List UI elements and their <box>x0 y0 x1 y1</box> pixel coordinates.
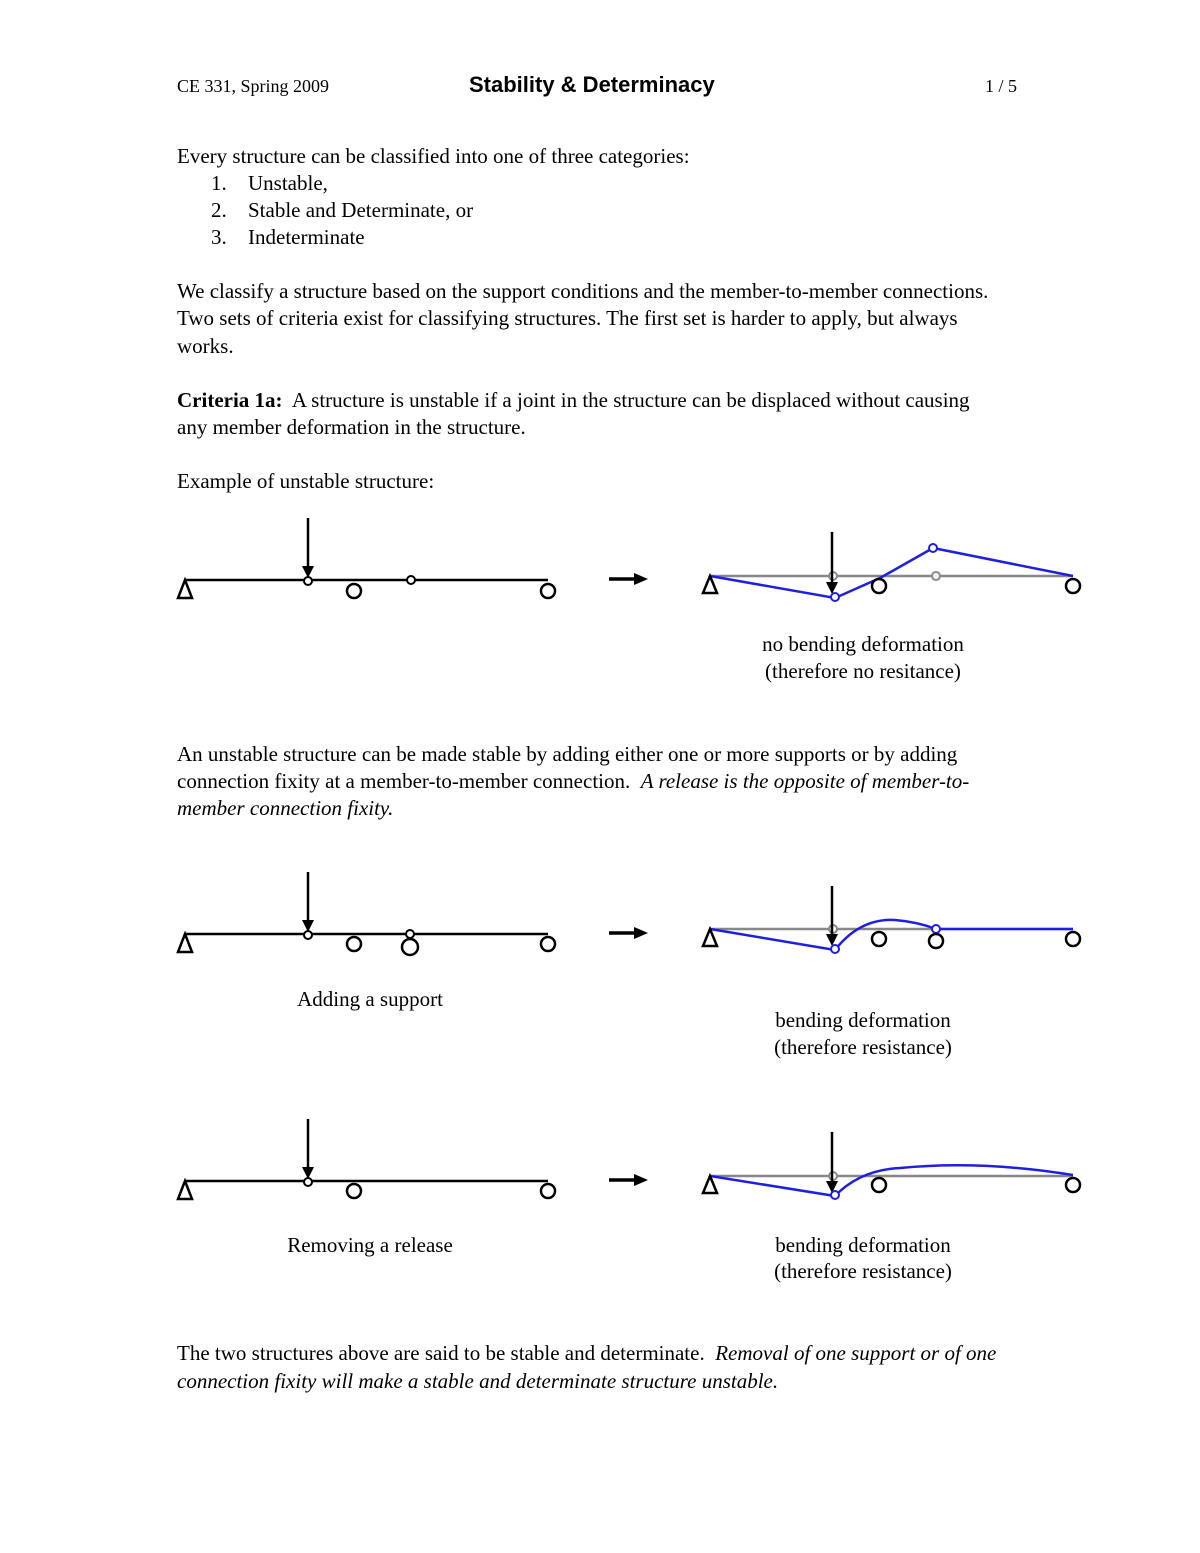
page-title: Stability & Determinacy <box>469 72 715 97</box>
added-support-beam-diagram <box>178 872 555 955</box>
closing-line: connection fixity will make a stable and determinate structure unstable. <box>177 1369 779 1393</box>
unstable-beam-diagram <box>178 518 555 598</box>
added-support-deformed-diagram <box>703 886 1080 953</box>
hinge-icon <box>304 577 312 585</box>
classify-line: We classify a structure based on the support conditions and the member-to-member connections. <box>177 279 989 303</box>
transition-arrow-icon <box>609 573 648 585</box>
criteria-1a-cont: any member deformation in the structure. <box>177 415 526 439</box>
roller-support-icon <box>347 1184 361 1198</box>
transition-arrow-icon <box>609 1174 648 1186</box>
closing-line: The two structures above are said to be stable and determinate. Removal of one support or of one <box>177 1341 997 1365</box>
header-course: CE 331, Spring 2009 <box>177 76 330 96</box>
roller-support-icon <box>402 939 418 955</box>
caption-resistance-a: (therefore resistance) <box>774 1035 952 1059</box>
hinge-icon <box>407 576 415 584</box>
caption-bending-b: bending deformation <box>775 1233 951 1257</box>
hinge-icon <box>304 931 312 939</box>
pin-support-icon <box>178 1181 192 1199</box>
example-label: Example of unstable structure: <box>177 469 435 493</box>
pin-support-icon <box>178 580 192 598</box>
caption-adding-support: Adding a support <box>297 987 443 1011</box>
stable-para-line: An unstable structure can be made stable by adding either one or more supports or by adding <box>177 742 958 766</box>
caption-no-resistance: (therefore no resitance) <box>765 659 961 683</box>
hinge-icon <box>831 1191 839 1199</box>
removed-release-beam-diagram <box>178 1119 555 1199</box>
classify-line: works. <box>177 334 234 358</box>
pin-support-icon <box>178 934 192 952</box>
stable-para-line: member connection fixity. <box>177 796 394 820</box>
caption-resistance-b: (therefore resistance) <box>774 1259 952 1283</box>
roller-support-icon <box>541 937 555 951</box>
category-item: 1. Unstable, <box>211 171 328 195</box>
roller-support-icon <box>872 932 886 946</box>
roller-support-icon <box>1066 1178 1080 1192</box>
unstable-deformed-diagram <box>703 532 1080 601</box>
classify-line: Two sets of criteria exist for classifying structures. The first set is harder to apply, but always <box>177 306 958 330</box>
caption-no-bending: no bending deformation <box>762 632 964 656</box>
roller-support-icon <box>872 1178 886 1192</box>
stable-para-line: connection fixity at a member-to-member connection. A release is the opposite of member-to- <box>177 769 970 793</box>
page-number: 1 / 5 <box>985 76 1018 96</box>
criteria-1a: Criteria 1a: A structure is unstable if a joint in the structure can be displaced without causing <box>177 388 970 412</box>
roller-support-icon <box>541 584 555 598</box>
hinge-icon <box>406 930 414 938</box>
roller-support-icon <box>347 584 361 598</box>
category-item: 2. Stable and Determinate, or <box>211 198 474 222</box>
pin-support-icon <box>703 1176 717 1193</box>
category-item: 3. Indeterminate <box>211 225 365 249</box>
caption-bending-a: bending deformation <box>775 1008 951 1032</box>
roller-support-icon <box>872 579 886 593</box>
caption-removing-release: Removing a release <box>287 1233 453 1257</box>
pin-support-icon <box>703 929 717 946</box>
hinge-icon <box>831 945 839 953</box>
hinge-icon <box>304 1178 312 1186</box>
hinge-icon <box>932 925 940 933</box>
pin-support-icon <box>703 576 717 593</box>
roller-support-icon <box>347 937 361 951</box>
roller-support-icon <box>929 934 943 948</box>
removed-release-deformed-diagram <box>703 1132 1080 1199</box>
transition-arrow-icon <box>609 927 648 939</box>
roller-support-icon <box>541 1184 555 1198</box>
hinge-icon <box>831 593 839 601</box>
intro-text: Every structure can be classified into one of three categories: <box>177 144 690 168</box>
hinge-icon <box>929 544 937 552</box>
roller-support-icon <box>1066 579 1080 593</box>
roller-support-icon <box>1066 932 1080 946</box>
